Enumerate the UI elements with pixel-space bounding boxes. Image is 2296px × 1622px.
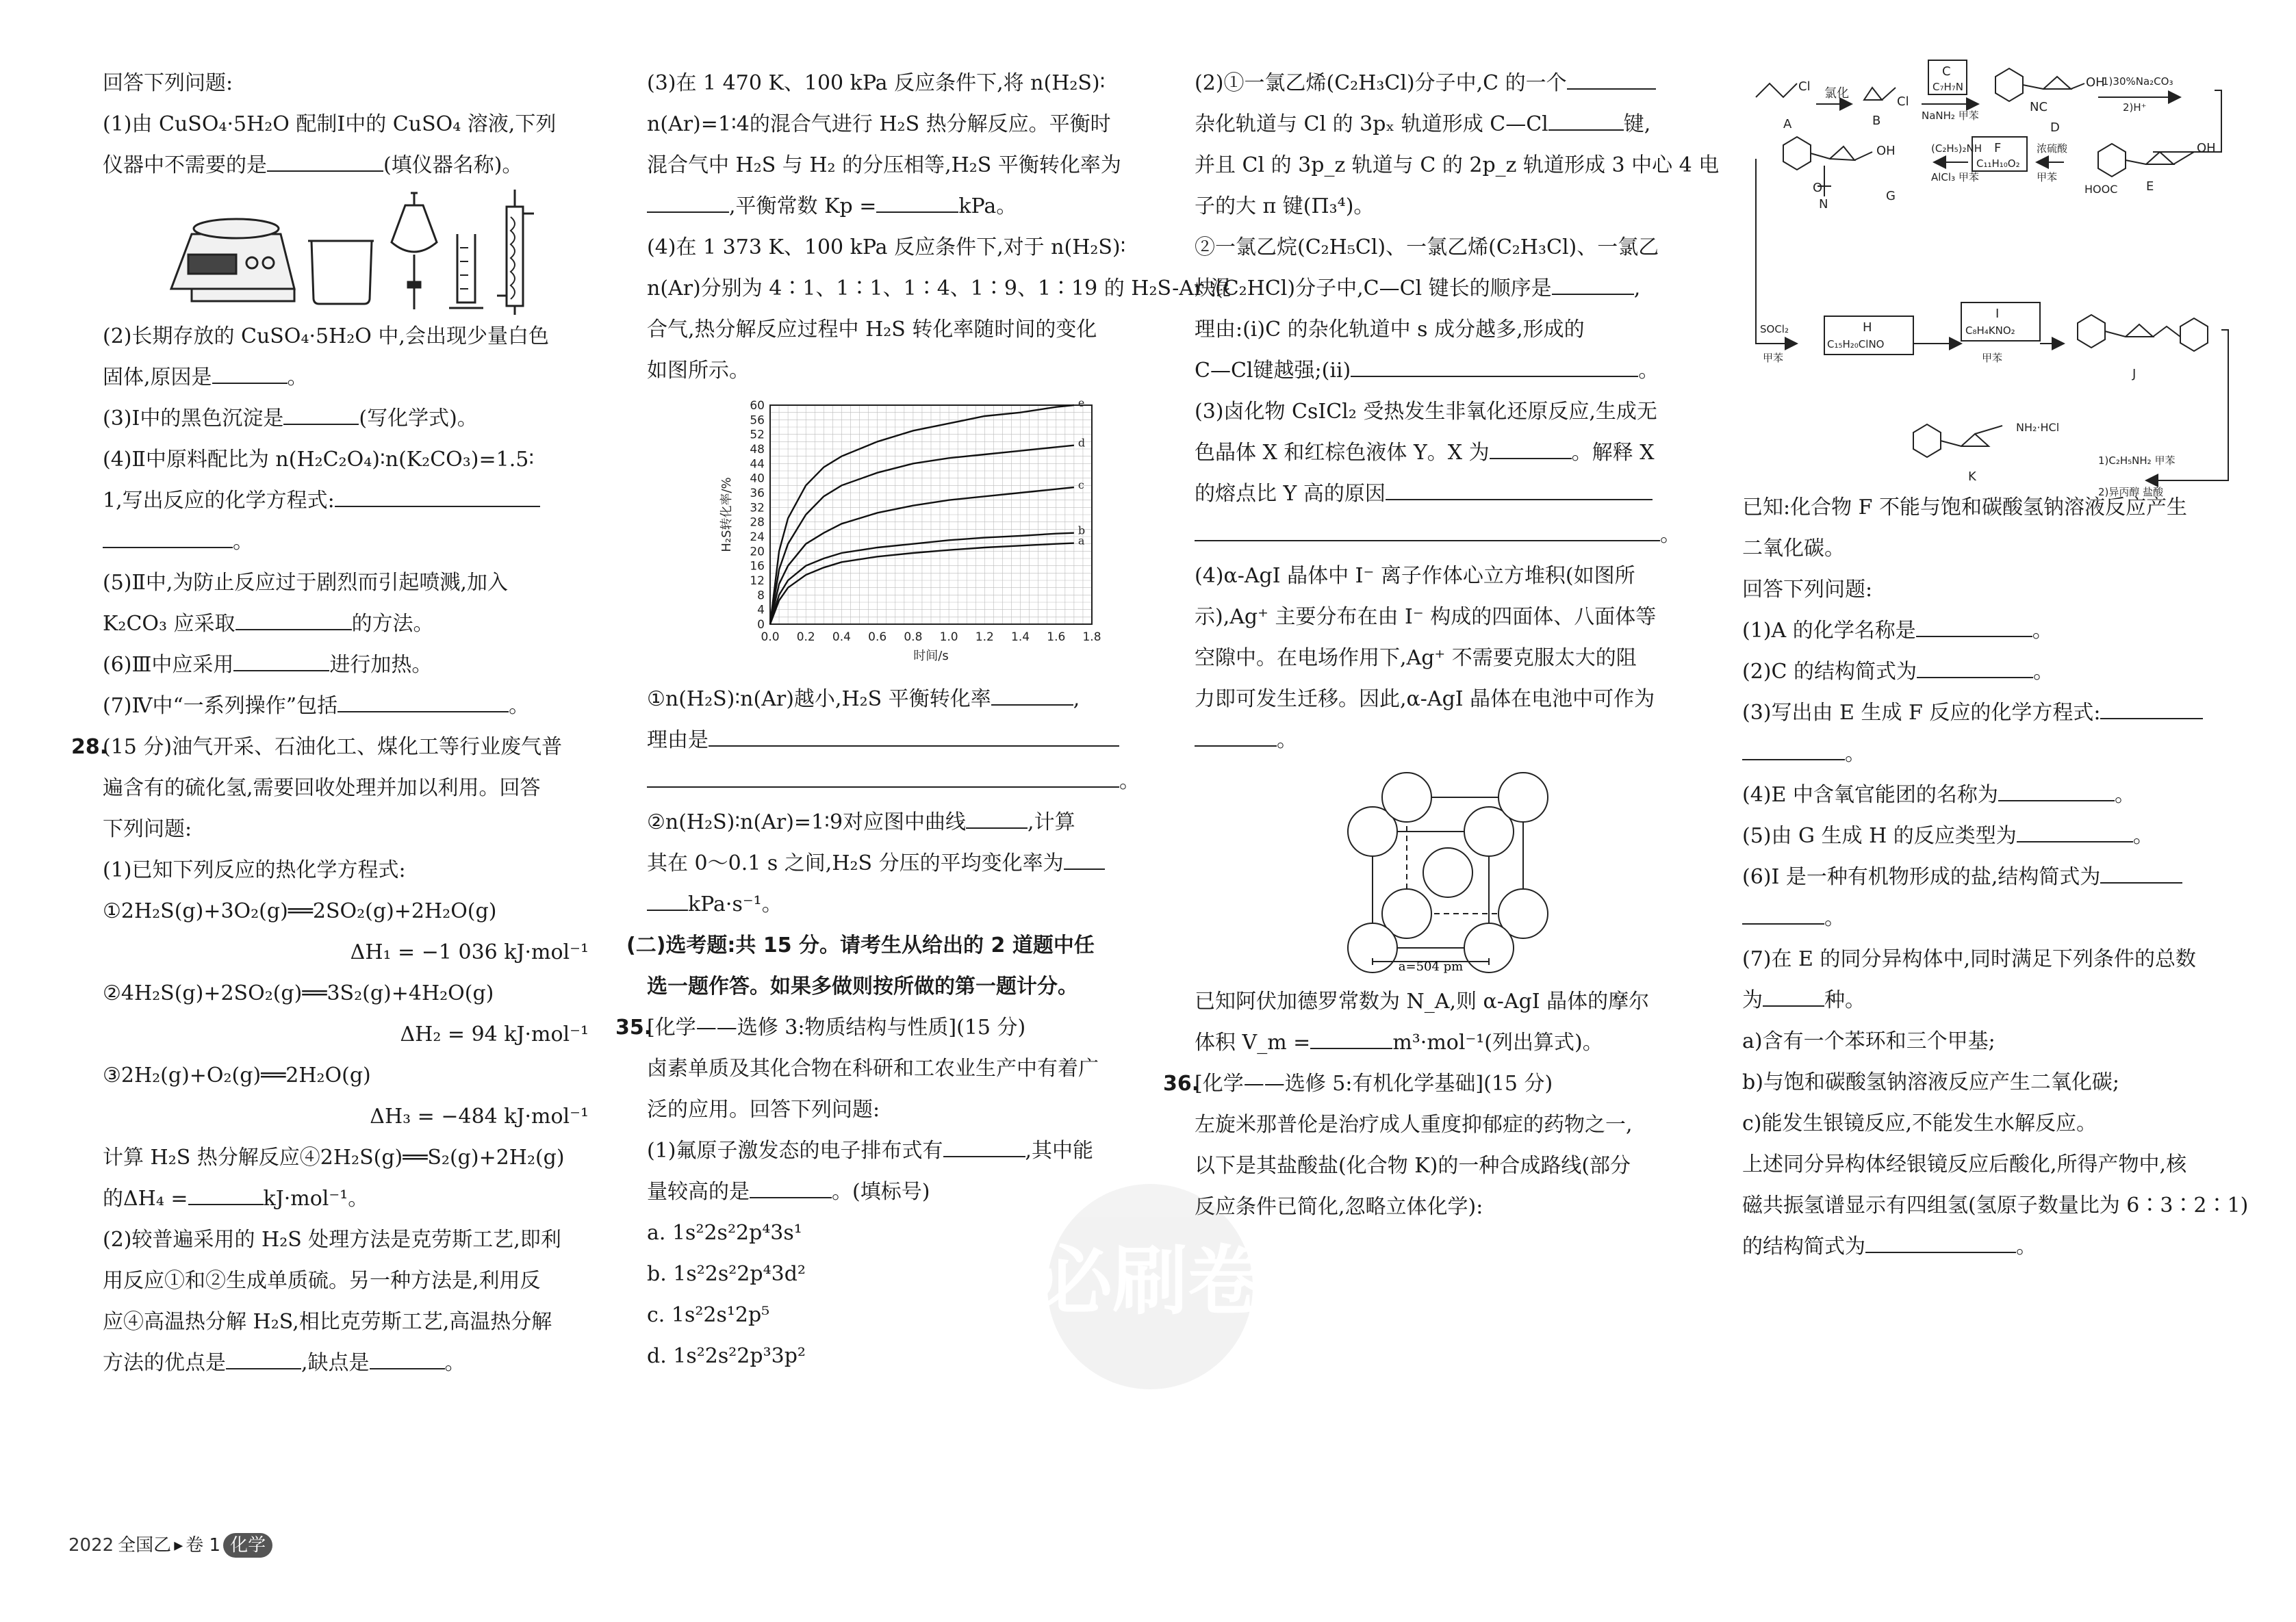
y-tick-label: 60 (750, 399, 765, 413)
s1-line-c (647, 761, 1140, 802)
c3-line-11 (1195, 474, 1681, 515)
q1-text: 仪器中不需要的是 (103, 153, 267, 177)
c3-text: 色晶体 X 和红棕色液体 Y。X 为 (1195, 441, 1490, 465)
answer-blank[interactable] (103, 524, 233, 548)
q3-line-d (647, 186, 1133, 227)
scheme-K: K (1968, 469, 1976, 484)
answer-blank[interactable] (235, 606, 352, 630)
c4-text: (6)I 是一种有机物形成的盐,结构简式为 (1742, 865, 2101, 889)
answer-blank[interactable] (267, 147, 383, 172)
c4-q3-b (1742, 734, 2235, 775)
scheme-J: J (2132, 367, 2136, 381)
q28-text: (15 分)油气开采、石油化工、煤化工等行业废气普 (103, 735, 563, 759)
answer-blank[interactable] (1552, 270, 1634, 295)
y-tick-label: 24 (750, 530, 765, 544)
x-tick-label: 1.2 (975, 630, 994, 644)
q7-text: (7)Ⅳ中“一系列操作”包括 (103, 694, 338, 718)
q28-sub2-c: 应④高温热分解 H₂S,相比克劳斯工艺,高温热分解 (103, 1310, 552, 1334)
scheme-B: B (1872, 114, 1881, 128)
c4-q7-a: (7)在 E 的同分异构体中,同时满足下列条件的总数 (1742, 947, 2197, 971)
c4-text: (2)C 的结构简式为 (1742, 660, 1917, 684)
s2-rate-text: 其在 0～0.1 s 之间,H₂S 分压的平均变化率为 (647, 851, 1064, 875)
beaker-icon (308, 241, 374, 304)
y-tick-label: 32 (750, 501, 765, 515)
scheme-r-jk2: 2)异丙醇 盐酸 (2098, 486, 2164, 498)
x-tick-label: 0.8 (904, 630, 923, 644)
c3-line-13: (4)α-AgI 晶体中 I⁻ 离子作体心立方堆积(如图所 (1195, 564, 1635, 588)
scheme-cl: Cl (1798, 79, 1811, 94)
q2-text: 固体,原因是 (103, 365, 212, 389)
y-tick-label: 52 (750, 428, 765, 442)
scheme-I: I (1995, 307, 2000, 321)
scheme-E: E (2146, 179, 2154, 194)
q35-sub1-text: (1)氟原子激发态的电子排布式有 (647, 1139, 943, 1163)
q6-line (103, 645, 589, 686)
s1-reason: 理由是 (647, 728, 709, 752)
q35-title-text: [化学——选修 3:物质结构与性质](15 分) (647, 1016, 1026, 1040)
q2-line-b (103, 357, 589, 398)
q35-title (615, 1007, 1133, 1048)
q35-line-a: 卤素单质及其化合物在科研和工农业生产中有着广 (647, 1057, 1099, 1081)
c4-q3-a (1742, 693, 2235, 734)
answer-blank[interactable] (1998, 777, 2115, 801)
c4-text-post: 。 (1845, 742, 1865, 766)
c3-line-4: 子的大 π 键(Π₃⁴)。 (1195, 194, 1375, 218)
q6-text-post: 进行加热。 (329, 653, 433, 677)
answer-blank[interactable] (233, 647, 329, 671)
c3-text: 体积 V_m = (1195, 1031, 1311, 1055)
option-c: c. 1s²2s¹2p⁵ (647, 1303, 770, 1327)
scheme-r-de1: 1)30%Na₂CO₃ (2102, 75, 2173, 88)
c4-q5 (1742, 816, 2235, 857)
answer-blank[interactable] (1490, 435, 1572, 459)
answer-blank[interactable] (2100, 859, 2182, 884)
answer-blank[interactable] (2017, 818, 2133, 842)
question-number: 28. (71, 735, 108, 759)
option-d: d. 1s²2s²2p³3p² (647, 1344, 806, 1368)
q4-line-b: n(Ar)分别为 4∶1、1∶1、1∶4、1∶9、1∶19 的 H₂S-Ar 混 (647, 276, 1231, 300)
y-tick-label: 16 (750, 559, 765, 574)
y-tick-label: 56 (750, 413, 765, 428)
c4-text: 为 (1742, 988, 1763, 1012)
x-tick-label: 0.6 (868, 630, 887, 644)
c3-line-17 (1195, 720, 1681, 761)
s1-text: ①n(H₂S)∶n(Ar)越小,H₂S 平衡转化率 (647, 687, 991, 711)
c3-text-post: 。 (1277, 728, 1297, 752)
c4-text: 的结构简式为 (1742, 1235, 1865, 1259)
series-label-a: a (1077, 534, 1085, 548)
q4-line-a: (4)Ⅱ中原料配比为 n(H₂C₂O₄)∶n(K₂CO₃)=1.5∶ (103, 448, 535, 472)
c3-text-post: 。 (1660, 523, 1681, 547)
footer-juan: 卷 1 (186, 1535, 221, 1556)
q28-sub2-b: 用反应①和②生成单质硫。另一种方法是,利用反 (103, 1269, 541, 1293)
answer-blank[interactable] (709, 722, 1119, 747)
intro: 回答下列问题: (103, 71, 233, 95)
series-label-b: b (1077, 524, 1086, 537)
watermark-text: 必刷卷 (1037, 1237, 1263, 1325)
c4-text-post: 。 (2132, 824, 2154, 848)
s2-line-b (647, 843, 1133, 884)
y-axis-label: H₂S转化率/% (719, 477, 734, 552)
answer-blank[interactable] (1742, 900, 1824, 925)
scheme-cl-b: Cl (1897, 94, 1909, 109)
scheme-D: D (2050, 120, 2060, 135)
answer-blank[interactable] (2100, 695, 2203, 719)
answer-blank[interactable] (1310, 1025, 1392, 1049)
x-tick-label: 1.6 (1047, 630, 1066, 644)
elective-header-b: 选一题作答。如果多做则按所做的第一题计分。 (647, 975, 1078, 999)
q3-line-b: n(Ar)=1∶4的混合气进行 H₂S 热分解反应。平衡时 (647, 112, 1111, 136)
option-a: a. 1s²2s²2p⁴3s¹ (647, 1221, 802, 1245)
q3-line (103, 398, 589, 439)
answer-blank[interactable] (1917, 654, 2033, 678)
q3-text-mid: ,平衡常数 Kp = (729, 194, 877, 218)
footer-paper: 全国乙 (118, 1535, 172, 1556)
s1-text-post: , (1073, 687, 1080, 711)
c4-tail-1: 上述同分异构体经银镜反应后酸化,所得产物中,核 (1742, 1153, 2187, 1176)
q4-text: 1,写出反应的化学方程式: (103, 489, 335, 513)
footer-subject-badge: 化学 (223, 1533, 272, 1558)
q2-text-post: 。 (287, 365, 308, 389)
q4-line-c: 合气,热分解反应过程中 H₂S 转化率随时间的变化 (647, 318, 1097, 342)
answer-blank[interactable] (188, 1181, 264, 1205)
separatory-funnel-icon (392, 193, 437, 309)
condition-a: a)含有一个苯环和三个甲基; (1742, 1029, 1995, 1053)
c3-line-18: 已知阿伏加德罗常数为 N_A,则 α-AgI 晶体的摩尔 (1195, 990, 1650, 1014)
x-tick-label: 0.2 (796, 630, 815, 644)
c4-tail-2: 磁共振氢谱显示有四组氢(氢原子数量比为 6∶3∶2∶1) (1742, 1194, 2249, 1218)
c4-q4 (1742, 775, 2235, 816)
y-tick-label: 12 (750, 574, 765, 588)
q28-line-a (71, 727, 589, 768)
c3-line-6 (1195, 268, 1681, 309)
scheme-r-de2: 2)H⁺ (2123, 101, 2147, 114)
x-tick-label: 1.4 (1011, 630, 1030, 644)
c3-line-15: 空隙中。在电场作用下,Ag⁺ 不需要克服太大的阻 (1195, 646, 1637, 670)
answer-blank[interactable] (991, 681, 1073, 706)
s1-line-b (647, 720, 1133, 761)
c3-line-14: 示),Ag⁺ 主要分布在由 I⁻ 构成的四面体、八面体等 (1195, 605, 1657, 629)
scheme-F-formula: C₁₁H₁₀O₂ (1976, 157, 2020, 170)
question-number: 36. (1163, 1072, 1200, 1096)
c3-text-post: 。 (1638, 359, 1659, 383)
s1-line-a (647, 679, 1133, 720)
sub2-text-post: 。 (444, 1351, 465, 1375)
q4-line-b (103, 480, 589, 522)
y-tick-label: 40 (750, 472, 765, 486)
c3-line-3: 并且 Cl 的 3p_z 轨道与 C 的 2p_z 轨道形成 3 中心 4 电 (1195, 153, 1720, 177)
q4-line-d: 如图所示。 (647, 359, 750, 383)
y-tick-label: 28 (750, 515, 765, 530)
answer-blank[interactable] (1567, 65, 1656, 90)
c3-line-10 (1195, 433, 1681, 474)
c3-text: (2)①一氯乙烯(C₂H₃Cl)分子中,C 的一个 (1195, 71, 1567, 95)
y-tick-label: 36 (750, 487, 765, 500)
scheme-r-gh1: SOCl₂ (1760, 323, 1789, 335)
enthalpy-3: ΔH₃ = −484 kJ·mol⁻¹ (370, 1105, 589, 1129)
scheme-r-hj: 甲苯 (1982, 352, 2003, 364)
answer-blank[interactable] (212, 359, 288, 384)
scheme-r-ef2: 甲苯 (2037, 171, 2058, 183)
scheme-oh-g: OH (1876, 144, 1896, 158)
q1-text-post: (填仪器名称)。 (383, 153, 523, 177)
q36-line-b: 以下是其盐酸盐(化合物 K)的一种合成路线(部分 (1195, 1154, 1631, 1178)
scheme-r-ab: 氯化 (1824, 86, 1849, 101)
y-tick-label: 8 (757, 589, 765, 603)
c4-q2 (1742, 652, 2235, 693)
c4-tail-3 (1742, 1226, 2235, 1267)
q3-text-post: kPa。 (958, 194, 1017, 218)
agi-unit-cell-figure (1345, 767, 1551, 972)
c3-line-5: ②一氯乙烷(C₂H₅Cl)、一氯乙烯(C₂H₃Cl)、一氯乙 (1195, 235, 1659, 259)
q6-text: (6)Ⅲ中应采用 (103, 653, 234, 677)
option-b: b. 1s²2s²2p⁴3d² (647, 1262, 806, 1286)
equation-3: ③2H₂(g)+O₂(g)══2H₂O(g) (103, 1064, 371, 1087)
condenser-icon (497, 190, 534, 315)
scheme-oh-e: OH (2197, 141, 2216, 155)
s2-line-a (647, 802, 1133, 843)
s1-text-end: 。 (1119, 769, 1140, 793)
scheme-G: G (1886, 189, 1896, 203)
c4-text-post: 。 (2114, 783, 2135, 807)
conversion-rate-chart (695, 391, 1133, 679)
y-tick-label: 20 (750, 545, 765, 559)
q4-text-post: 。 (233, 530, 253, 554)
dh4-text: 的ΔH₄ = (103, 1187, 188, 1211)
c4-text: (4)E 中含氧官能团的名称为 (1742, 783, 1998, 807)
q2-line-a: (2)长期存放的 CuSO₄·5H₂O 中,会出现少量白色 (103, 324, 549, 348)
condition-b: b)与饱和碳酸氢钠溶液反应产生二氧化碳; (1742, 1070, 2120, 1094)
c3-text-post: 。解释 X (1571, 441, 1655, 465)
c4-text-post: 种。 (1824, 988, 1865, 1012)
answer-blank[interactable] (1865, 1228, 2016, 1253)
q3-text: (3)Ⅰ中的黑色沉淀是 (103, 407, 284, 430)
series-label-d: d (1077, 436, 1086, 450)
scheme-r-jk1: 1)C₂H₅NH₂ 甲苯 (2098, 454, 2176, 467)
c3-text: 杂化轨道与 Cl 的 3pₓ 轨道形成 C—Cl (1195, 112, 1548, 136)
scheme-hooc: HOOC (2084, 183, 2118, 196)
c3-line-9: (3)卤化物 CsICl₂ 受热发生非氧化还原反应,生成无 (1195, 400, 1657, 424)
answer-blank[interactable] (1386, 476, 1653, 500)
s2-text: ②n(H₂S)∶n(Ar)=1∶9对应图中曲线 (647, 810, 967, 834)
answer-blank[interactable] (750, 1174, 832, 1198)
y-tick-label: 48 (750, 443, 765, 456)
condition-c: c)能发生银镜反应,不能发生水解反应。 (1742, 1111, 2097, 1135)
c3-text: C—Cl键越强;(ⅱ) (1195, 359, 1351, 383)
calc-line: 计算 H₂S 热分解反应④2H₂S(g)══S₂(g)+2H₂(g) (103, 1146, 565, 1170)
s2-line-c (647, 884, 1133, 925)
column-3 (1163, 63, 1720, 1228)
y-tick-label: 44 (750, 457, 765, 472)
answer-blank[interactable] (226, 1345, 301, 1369)
q5-text: K₂CO₃ 应采取 (103, 612, 235, 636)
y-tick-label: 4 (757, 603, 765, 617)
c4-text: (3)写出由 E 生成 F 反应的化学方程式: (1742, 701, 2101, 725)
scheme-r-bd: NaNH₂ 甲苯 (1922, 110, 1979, 122)
equation-1: ①2H₂S(g)+3O₂(g)══2SO₂(g)+2H₂O(g) (103, 899, 497, 923)
column-4 (1742, 63, 2249, 1267)
q36-line-c: 反应条件已简化,忽略立体化学): (1195, 1195, 1483, 1219)
sub2-text: 方法的优点是 (103, 1351, 226, 1375)
known-line-2: 二氧化碳。 (1742, 537, 1845, 561)
scheme-F: F (1994, 141, 2002, 155)
enthalpy-2: ΔH₂ = 94 kJ·mol⁻¹ (400, 1022, 589, 1046)
equation-2: ②4H₂S(g)+2SO₂(g)══3S₂(g)+4H₂O(g) (103, 981, 494, 1005)
synthesis-scheme (1742, 56, 2235, 498)
q5-line-a: (5)Ⅱ中,为防止反应过于剧烈而引起喷溅,加入 (103, 571, 508, 595)
c3-text-post: m³·mol⁻¹(列出算式)。 (1392, 1031, 1603, 1055)
answer-blank[interactable] (1195, 517, 1660, 541)
q1-line-b (103, 145, 589, 186)
answer-blank[interactable] (1195, 722, 1277, 747)
s2-unit: kPa·s⁻¹。 (688, 892, 782, 916)
scheme-oh: OH (2086, 75, 2105, 90)
c4-q6-b (1742, 898, 2235, 939)
q36-title (1163, 1064, 1681, 1105)
q28-line-c: 下列问题: (103, 817, 192, 841)
scheme-C: C (1942, 64, 1951, 79)
x-tick-label: 0.4 (832, 630, 851, 644)
q36-line-a: 左旋米那普伦是治疗成人重度抑郁症的药物之一, (1195, 1113, 1633, 1137)
answer-blank[interactable] (1763, 982, 1824, 1007)
q28-sub1: (1)已知下列反应的热化学方程式: (103, 858, 406, 882)
known-line-1: 已知:化合物 F 不能与饱和碳酸氢钠溶液反应产生 (1742, 495, 2187, 519)
answer-blank[interactable] (337, 688, 509, 712)
answer-blank[interactable] (876, 188, 958, 213)
scheme-I-formula: C₈H₄KNO₂ (1965, 324, 2015, 337)
c4-q1 (1742, 610, 2235, 652)
q28-sub2-a: (2)较普遍采用的 H₂S 处理方法是克劳斯工艺,即利 (103, 1228, 561, 1252)
series-label-c: c (1077, 478, 1084, 491)
c3-line-1 (1195, 63, 1681, 104)
question-number: 35. (615, 1016, 652, 1040)
y-tick-label: 0 (757, 618, 765, 632)
c3-line-8 (1195, 350, 1681, 391)
answer-blank[interactable] (1742, 736, 1845, 760)
scheme-A: A (1783, 117, 1792, 131)
answer-blank[interactable] (1548, 106, 1624, 131)
footer-year: 2022 (68, 1535, 114, 1556)
answer-blank[interactable] (1351, 352, 1638, 377)
scheme-nc: NC (2030, 100, 2048, 114)
q28-sub2-d (103, 1343, 589, 1384)
scheme-r-fg1: (C₂H₅)₂NH (1931, 142, 1982, 155)
q7-text-post: 。 (509, 694, 530, 718)
q36-title-text: [化学——选修 5:有机化学基础](15 分) (1195, 1072, 1553, 1096)
c3-line-19 (1195, 1022, 1681, 1064)
answer-blank[interactable] (335, 482, 540, 507)
c4-text-post: 。 (2033, 660, 2054, 684)
c3-line-12 (1195, 515, 1681, 556)
x-tick-label: 1.8 (1082, 630, 1101, 644)
c3-line-16: 力即可发生迁移。因此,α-AgI 晶体在电池中可作为 (1195, 687, 1655, 711)
lab-instruments-figure (164, 186, 548, 316)
c3-text-post: 键, (1623, 112, 1651, 136)
balance-icon (171, 219, 294, 301)
column-1 (71, 63, 589, 1384)
sub2-text-mid: ,缺点是 (301, 1351, 370, 1375)
q35-sub1b-post: 。(填标号) (832, 1180, 930, 1204)
q35-sub1-post: ,其中能 (1025, 1139, 1094, 1163)
q5-line-b (103, 604, 589, 645)
scheme-nh2hcl: NH₂·HCl (2016, 421, 2060, 434)
scheme-H: H (1863, 320, 1872, 335)
q28-line-b: 遍含有的硫化氢,需要回收处理并加以利用。回答 (103, 776, 541, 800)
answer-blank[interactable] (1916, 613, 2032, 637)
scheme-r-fg2: AlCl₃ 甲苯 (1931, 171, 1979, 183)
c3-text: 炔(C₂HCl)分子中,C—Cl 键长的顺序是 (1195, 276, 1552, 300)
enthalpy-1: ΔH₁ = −1 036 kJ·mol⁻¹ (350, 940, 589, 964)
c4-q6-a (1742, 857, 2235, 898)
answer-blank[interactable] (283, 400, 359, 425)
q3-line-c: 混合气中 H₂S 与 H₂ 的分压相等,H₂S 平衡转化率为 (647, 153, 1121, 177)
q4-line-c (103, 522, 589, 563)
q3-text-post: (写化学式)。 (359, 407, 478, 430)
scheme-o-g: O (1813, 181, 1823, 195)
q35-sub1-a (647, 1131, 1133, 1172)
x-tick-label: 1.0 (939, 630, 958, 644)
q1-line-a: (1)由 CuSO₄·5H₂O 配制Ⅰ中的 CuSO₄ 溶液,下列 (103, 112, 557, 136)
c4-q7-b (1742, 980, 2235, 1021)
q4-line-a: (4)在 1 373 K、100 kPa 反应条件下,对于 n(H₂S)∶ (647, 235, 1126, 259)
cell-edge-label: a=504 pm (1398, 960, 1464, 974)
s2-text-post: ,计算 (1028, 810, 1075, 834)
dh4-text-post: kJ·mol⁻¹。 (263, 1187, 369, 1211)
q35-line-b: 泛的应用。回答下列问题: (647, 1098, 880, 1122)
scheme-n-g: N (1819, 197, 1828, 211)
scheme-r-ef: 浓硫酸 (2037, 142, 2068, 155)
x-axis-label: 时间/s (913, 649, 949, 663)
c3-text-post: , (1633, 276, 1641, 300)
answer-blank[interactable] (647, 763, 1119, 788)
page-footer (68, 1533, 272, 1558)
answer-blank[interactable] (1064, 845, 1105, 870)
c4-text-post: 。 (1824, 906, 1845, 930)
q3-line-a: (3)在 1 470 K、100 kPa 反应条件下,将 n(H₂S)∶ (647, 71, 1106, 95)
answer-prompt: 回答下列问题: (1742, 578, 1873, 602)
c3-text: 的熔点比 Y 高的原因 (1195, 482, 1386, 506)
scheme-C-formula: C₇H₇N (1933, 81, 1963, 93)
c3-line-2 (1195, 104, 1681, 145)
scheme-H-formula: C₁₅H₂₀ClNO (1827, 338, 1885, 350)
enthalpy-4-line (103, 1179, 589, 1220)
answer-blank[interactable] (647, 188, 729, 213)
c3-line-7: 理由:(ⅰ)C 的杂化轨道中 s 成分越多,形成的 (1195, 318, 1585, 342)
q7-line (103, 686, 589, 727)
answer-blank[interactable] (647, 886, 688, 911)
c4-text-post: 。 (2032, 619, 2053, 643)
q35-sub1b-text: 量较高的是 (647, 1180, 750, 1204)
c4-text: (1)A 的化学名称是 (1742, 619, 1916, 643)
c4-text: (5)由 G 生成 H 的反应类型为 (1742, 824, 2017, 848)
graduated-cylinder-icon (449, 234, 483, 308)
x-tick-label: 0.0 (761, 630, 780, 644)
c4-text-post: 。 (2016, 1235, 2037, 1259)
scheme-r-gh2: 甲苯 (1763, 352, 1784, 364)
watermark-logo (958, 1177, 1342, 1396)
answer-blank[interactable] (966, 804, 1028, 829)
footer-sep-icon: ▸ (174, 1535, 183, 1556)
series-label-e: e (1077, 396, 1085, 409)
elective-header-a: (二)选考题:共 15 分。请考生从给出的 2 道题中任 (626, 934, 1095, 957)
answer-blank[interactable] (370, 1345, 445, 1369)
answer-blank[interactable] (943, 1133, 1025, 1157)
q5-text-post: 的方法。 (351, 612, 434, 636)
